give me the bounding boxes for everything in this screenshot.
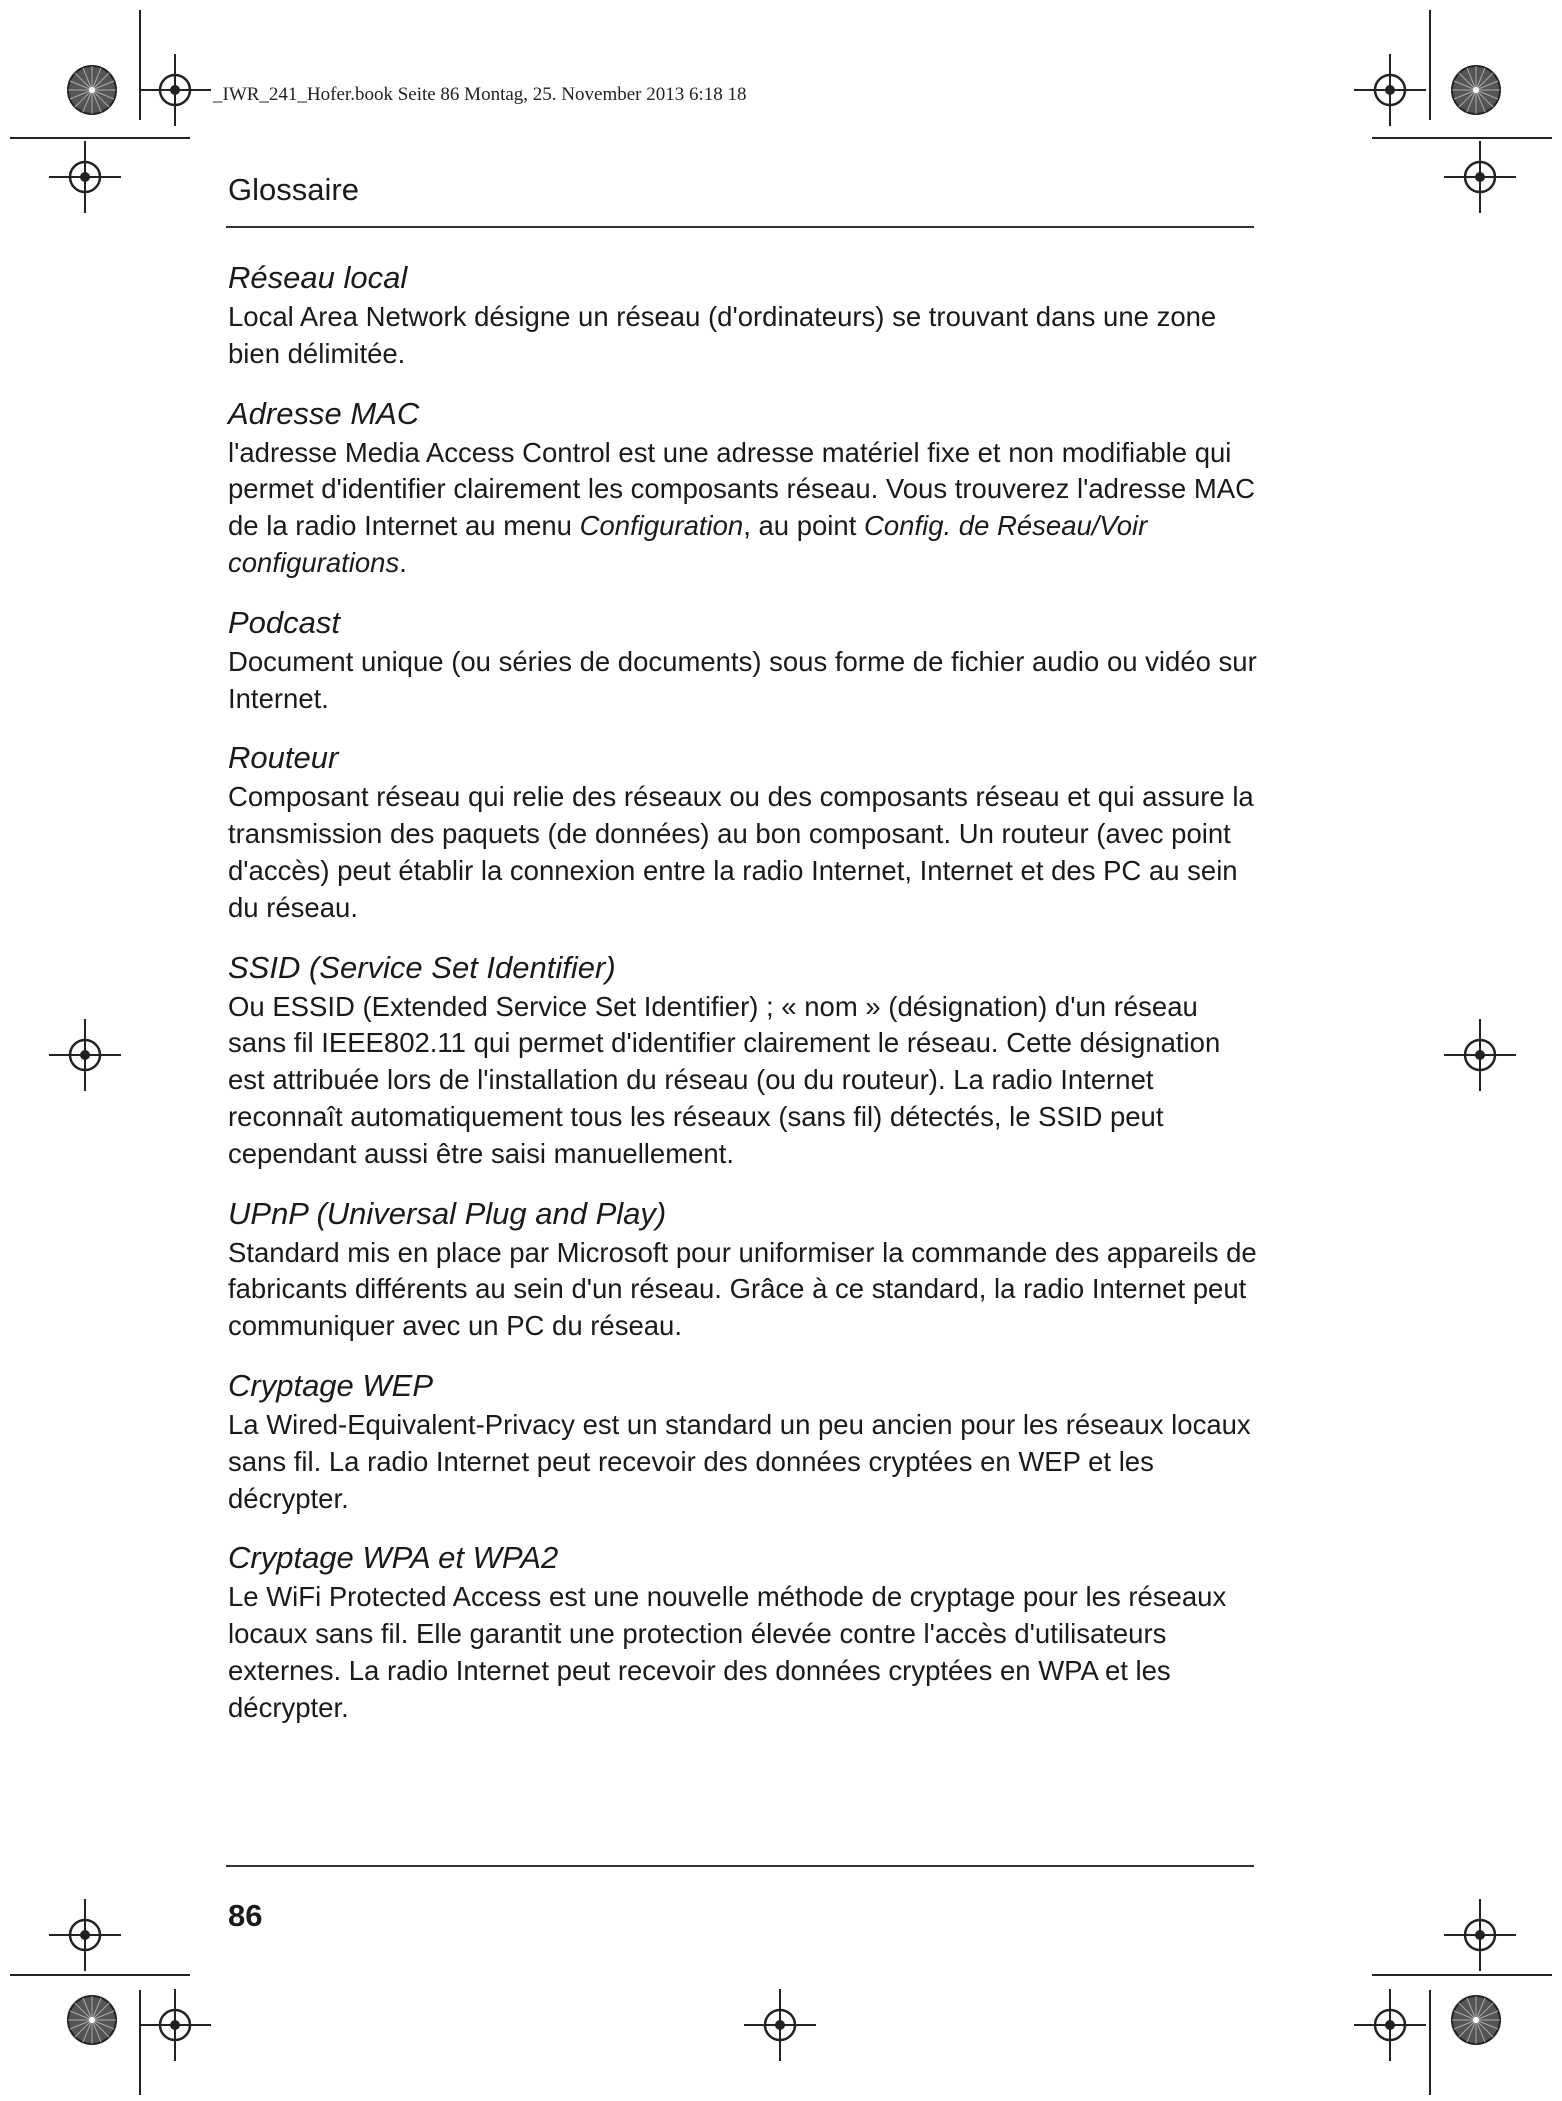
glossary-definition: La Wired-Equivalent-Privacy est un standard un peu ancien pour les réseaux locaux sans fil. La radio Internet peut recevoir des données cryptées en WEP et les décrypter.	[228, 1408, 1251, 1514]
glossary-list	[228, 258, 1258, 1748]
glossary-definition: Document unique (ou séries de documents) sous forme de fichier audio ou vidéo sur Internet.	[228, 645, 1257, 714]
section-title: Glossaire	[228, 172, 359, 207]
glossary-term: Cryptage WPA et WPA2	[228, 1540, 559, 1576]
glossary-entry	[228, 948, 1258, 1173]
glossary-term: Réseau local	[228, 260, 408, 295]
glossary-entry	[228, 1194, 1258, 1345]
definition-text: .	[399, 546, 407, 578]
glossary-entry	[228, 603, 1258, 718]
glossary-entry	[228, 258, 1258, 373]
glossary-definition: Local Area Network désigne un réseau (d'ordinateurs) se trouvant dans une zone bien délimitée.	[228, 301, 1217, 369]
glossary-term: Podcast	[228, 604, 341, 640]
glossary-definition: Composant réseau qui relie des réseaux ou des composants réseau et qui assure la transmission des paquets (de données) au bon composant. Un routeur (avec point d'accès) peut établir la connexion entre la radio Internet, Internet et des PC au sein du réseau.	[228, 781, 1254, 923]
definition-text: l'adresse Media Access Control est une adresse matériel fixe et non modifiable qui permet d'identifier clairement les composants réseau. Vous trouverez l'adresse MAC de la radio Internet au menu	[228, 436, 1255, 542]
menu-path-reference: Config. de Réseau/Voir configurations	[228, 510, 1148, 578]
definition-text: , au point	[743, 510, 864, 542]
menu-reference: Configuration	[579, 510, 744, 542]
glossary-term: Adresse MAC	[228, 395, 420, 431]
header-rule	[226, 226, 1254, 228]
glossary-definition	[228, 435, 1258, 582]
glossary-definition: Le WiFi Protected Access est une nouvelle méthode de cryptage pour les réseaux locaux sans fil. Elle garantit une protection élevée contre l'accès d'utilisateurs externes. La radio Internet peut recevoir des données cryptées en WPA et les décrypter.	[228, 1581, 1227, 1723]
print-header: _IWR_241_Hofer.book Seite 86 Montag, 25. November 2013 6:18 18	[213, 84, 747, 105]
glossary-term: UPnP (Universal Plug and Play)	[228, 1195, 667, 1231]
glossary-term: Routeur	[228, 740, 339, 776]
glossary-definition: Ou ESSID (Extended Service Set Identifier) ; « nom » (désignation) d'un réseau sans fil IEEE802.11 qui permet d'identifier clairement le réseau. Cette désignation est attribuée lors de l'installation du réseau (ou du routeur). La radio Internet reconnaît automatiquement tous les réseaux (sans fil) détectés, le SSID peut cependant aussi être saisi manuellement.	[228, 990, 1221, 1169]
glossary-definition: Standard mis en place par Microsoft pour uniformiser la commande des appareils de fabricants différents au sein d'un réseau. Grâce à ce standard, la radio Internet peut communiquer avec un PC du réseau.	[228, 1236, 1257, 1342]
glossary-entry	[228, 1366, 1258, 1517]
glossary-entry	[228, 394, 1258, 582]
glossary-entry	[228, 1538, 1258, 1726]
glossary-term: SSID (Service Set Identifier)	[228, 949, 616, 985]
glossary-term: Cryptage WEP	[228, 1367, 434, 1403]
footer-rule	[226, 1865, 1254, 1867]
page-number: 86	[228, 1898, 263, 1933]
glossary-entry	[228, 738, 1258, 926]
